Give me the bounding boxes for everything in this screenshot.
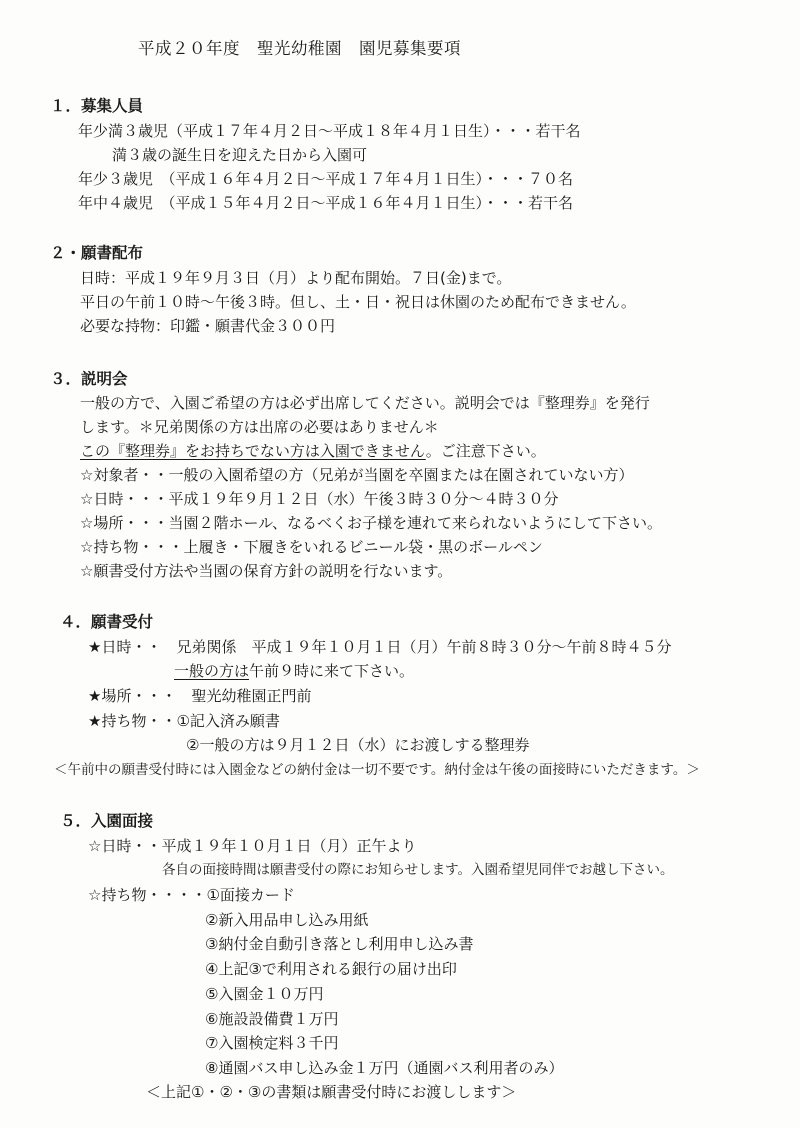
section-1-line-2: 満３歳の誕生日を迎えた日から入園可 [112,146,368,164]
section-3-line-6: ☆場所・・・当園２階ホール、なるべくお子様を連れて来られないようにして下さい。 [80,514,662,532]
section-5-heading: ５．入園面接 [60,812,154,830]
section-3-heading: ３．説明会 [50,370,128,388]
section-4-line-2-tail: 午前９時に来て下さい。 [249,662,415,680]
section-3-line-4: ☆対象者・・一般の入園希望の方（兄弟が当園を卒園または在園されていない方） [80,466,634,484]
section-2-line-2: 平日の午前１０時～午後３時。但し、土・日・祝日は休園のため配布できません。 [80,293,636,311]
section-4-note: ＜午前中の願書受付時には入園金などの納付金は一切不要です。納付金は午後の面接時にいただきます。＞ [54,762,700,778]
section-4-line-5: ②一般の方は９月１２日（水）にお渡しする整理券 [186,736,530,754]
section-1-line-4: 年中４歳児 （平成１５年４月２日～平成１６年４月１日生）・・・若干名 [78,194,574,212]
section-1-line-3: 年少３歳児 （平成１６年４月２日～平成１７年４月１日生）・・・７０名 [78,170,574,188]
section-5-line-3: ☆持ち物・・・・①面接カード [88,886,295,904]
section-2-line-1: 日時：平成１９年９月３日（月）より配布開始。７日(金)まで。 [80,269,512,287]
section-2-line-3: 必要な持物：印鑑・願書代金３００円 [80,317,336,335]
section-3-line-3 [80,441,546,461]
section-5-item: ⑧通園バス申し込み金１万円（通園バス利用者のみ） [205,1059,564,1077]
section-3-line-5: ☆日時・・・平成１９年９月１２日（水）午後３時３０分～４時３０分 [80,490,559,508]
section-5-item: ⑦入園検定料３千円 [205,1034,339,1052]
section-5-line-1: ☆日時・・平成１９年１０月１日（月）正午より [88,837,417,855]
section-5-item: ③納付金自動引き落とし利用申し込み書 [205,935,474,953]
section-4-line-1: ★日時・・ 兄弟関係 平成１９年１０月１日（月）午前８時３０分～午前８時４５分 [88,638,672,656]
section-3-line-7: ☆持ち物・・・上履き・下履きをいれるビニール袋・黒のボールペン [80,538,543,556]
document-title: 平成２０年度 聖光幼稚園 園児募集要項 [138,39,461,58]
section-2-heading: ２・願書配布 [50,244,144,262]
section-3-line-8: ☆願書受付方法や当園の保育方針の説明を行ないます。 [80,562,453,580]
section-4-heading: ４．願書受付 [60,613,154,631]
section-3-underlined-warning: この『整理券』をお持ちでない方は入園できません [80,442,426,460]
section-3-line-2: します。＊兄弟関係の方は出席の必要はありません＊ [80,418,439,436]
section-5-item: ④上記③で利用される銀行の届け出印 [205,960,457,978]
section-5-note: ＜上記①・②・③の書類は願書受付時にお渡しします＞ [146,1083,517,1101]
section-4-underlined-general: 一般の方は [174,662,250,680]
section-1-heading: １．募集人員 [50,97,144,115]
section-5-item: ⑥施設設備費１万円 [205,1010,339,1028]
section-5-line-2: 各自の面接時間は願書受付の際にお知らせします。入園希望児同伴でお越し下さい。 [162,862,674,878]
section-3-line-1: 一般の方で、入園ご希望の方は必ず出席してください。説明会では『整理券』を発行 [80,394,650,412]
section-4-line-3: ★場所・・・ 聖光幼稚園正門前 [88,687,312,705]
section-4-line-4: ★持ち物・・①記入済み願書 [88,712,280,730]
section-3-line-3-tail: 。ご注意下さい。 [425,442,546,460]
section-5-item: ②新入用品申し込み用紙 [205,911,369,929]
section-5-item: ⑤入園金１０万円 [205,985,324,1003]
section-1-line-1: 年少満３歳児（平成１７年４月２日～平成１８年４月１日生）・・・若干名 [78,122,581,140]
section-4-line-2 [174,661,414,681]
